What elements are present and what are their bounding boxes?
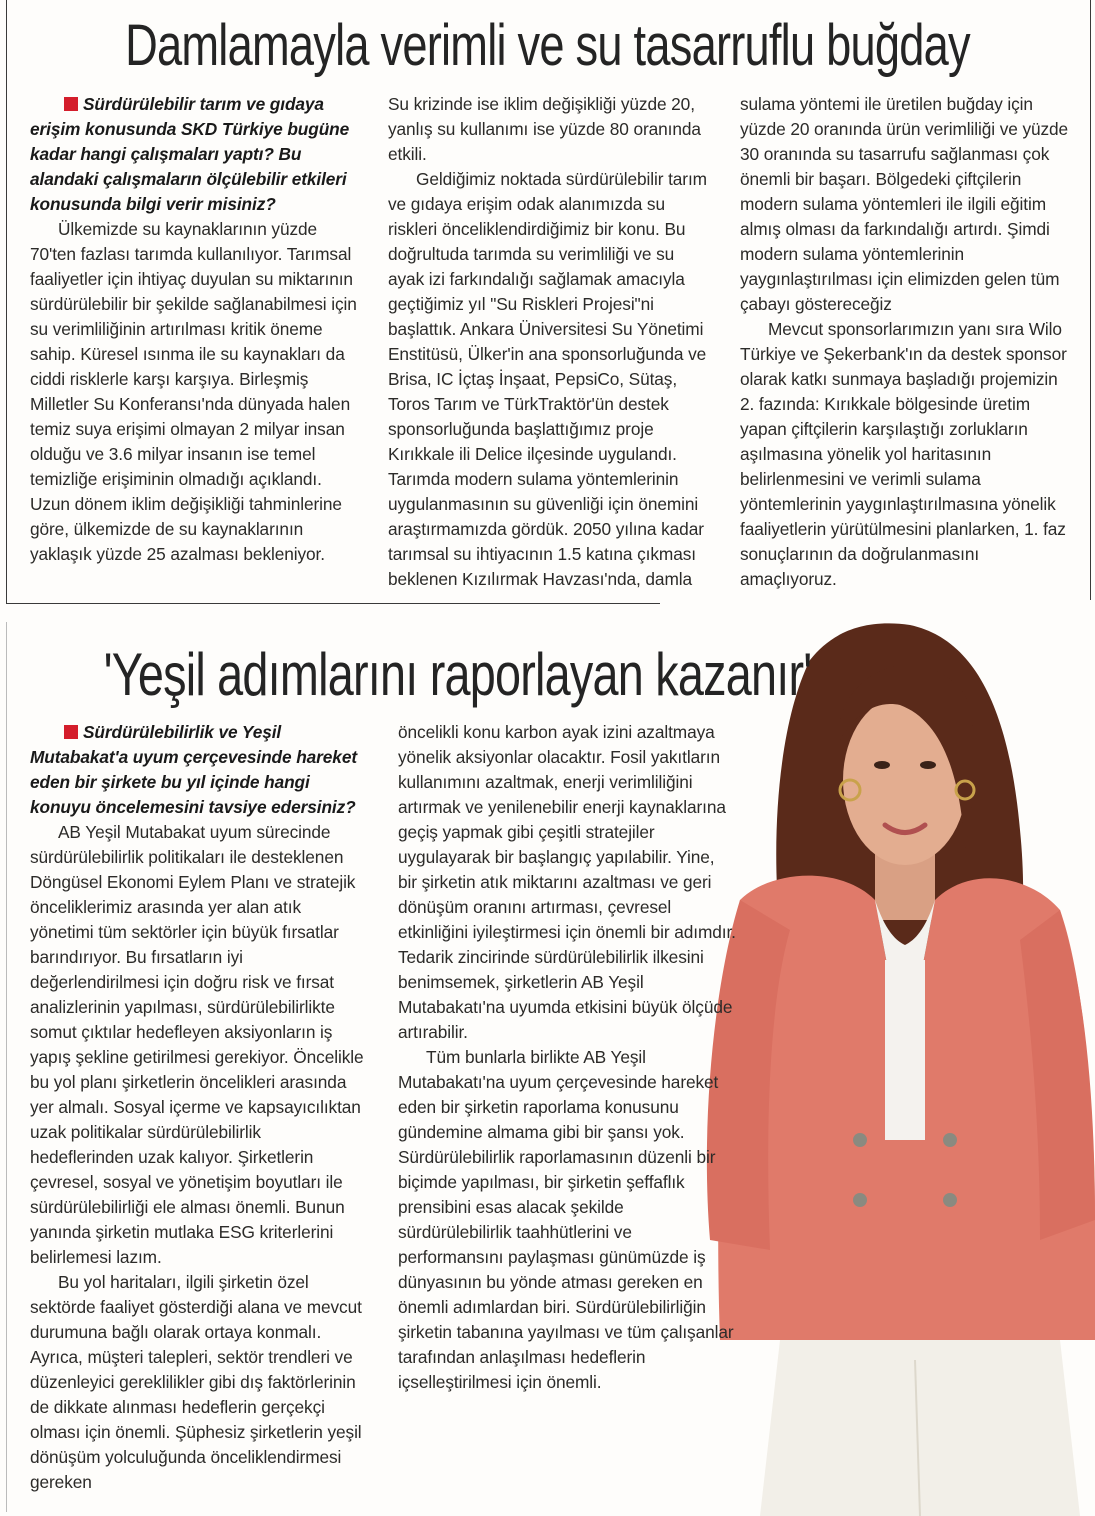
paragraph: Tüm bunlarla birlikte AB Yeşil Mutabakatı'na uyum çerçevesinde hareket eden bir şirketin raporlama konusunu gündemine almama gibi bir şansı yok. Sürdürülebilirlik raporlamasının düzenli bir biçimde yapılması, bir şirketin şeffaflık prensibini esas alacak şekilde sürdürülebilirlik taahhütlerini ve performansını paylaşması günümüzde iş dünyasının bu yönde atması gereken en önemli adımlardan biri. Sürdürülebilirliğin şirketin tabanına yayılması ve tüm çalışanlar tarafından anlaşılması hedeflerin içselleştirilmesi için önemli. bbox=[398, 1047, 734, 1392]
article2-column-2 bbox=[398, 720, 738, 1395]
paragraph: Ülkemizde su kaynaklarının yüzde 70'ten fazlası tarımda kullanılıyor. Tarımsal faaliyetler için ihtiyaç duyulan su miktarının sürdürülebilir bir şekilde sağlanabilmesi için su verimliliğinin artırılması kritik öneme sahip. Küresel ısınma ile su kaynakları da ciddi risklerle karşı karşıya. Birleşmiş Milletler Su Konferansı'nda dünyada halen temiz suya erişimi olmayan 2 milyar insan olduğu ve 3.6 milyar insanın ise temel temizliğe erişiminin olmadığı açıklandı. Uzun dönem iklim değişikliği tahminlerine göre, ülkemizde de su kaynaklarının yaklaşık yüzde 25 azalması bekleniyor. bbox=[30, 219, 357, 564]
question-text: Sürdürülebilirlik ve Yeşil Mutabakat'a uyum çerçevesinde hareket eden bir şirkete bu yıl içinde hangi konuyu öncelemesini tavsiye edersiniz? bbox=[30, 722, 357, 817]
paragraph: sulama yöntemi ile üretilen buğday için yüzde 20 oranında ürün verimliliği ve yüzde 30 oranında su tasarrufu sağlanması çok önemli bir başarı. Bölgedeki çiftçilerin modern sulama yöntemleri ile ilgili eğitim almış olması da farkındalığı artırdı. Şimdi modern sulama yöntemlerinin yaygınlaştırılması için elimizden gelen tüm çabayı göstereceğiz bbox=[740, 94, 1069, 314]
article2-column-1 bbox=[30, 720, 365, 1495]
paragraph: Bu yol haritaları, ilgili şirketin özel sektörde faaliyet gösterdiği alana ve mevcut durumuna bağlı olarak ortaya konmalı. Ayrıca, müşteri talepleri, sektör trendleri ve düzenleyici gereklilikler gibi dış faktörlerinin de dikkate alınması hedeflerin gerçekçi olması için önemli. Şüphesiz şirketlerin yeşil dönüşüm yolculuğunda önceliklendirmesi gereken bbox=[30, 1272, 362, 1492]
paragraph: Geldiğimiz noktada sürdürülebilir tarım ve gıdaya erişim odak alanımızda su riskleri önceliklendirdiğimiz bir konu. Bu doğrultuda tarımda su verimliliği ve su ayak izi farkındalığı sağlamak amacıyla geçtiğimiz yıl "Su Riskleri Projesi"ni başlattık. Ankara Üniversitesi Su Yönetimi Enstitüsü, Ülker'in ana sponsorluğunda ve Brisa, IC İçtaş İnşaat, PepsiCo, Sütaş, Toros Tarım ve TürkTraktör'ün destek sponsorluğunda başlattığımız proje Kırıkkale ili Delice ilçesinde uygulandı. Tarımda modern sulama yöntemlerinin uygulanmasının su güvenliği için önemini araştırmamızda gördük. 2050 yılına kadar tarımsal su ihtiyacının 1.5 katına çıkması beklenen Kızılırmak Havzası'nda, damla bbox=[388, 169, 707, 589]
interview-question-2 bbox=[30, 720, 365, 820]
article1-column-1 bbox=[30, 92, 360, 567]
paragraph: Mevcut sponsorlarımızın yanı sıra Wilo Türkiye ve Şekerbank'ın da destek sponsor olarak katkı sunmaya başladığı projemizin 2. fazında: Kırıkkale bölgesinde üretim yapan çiftçilerin karşılaştığı zorlukların aşılmasına yönelik yol haritasının belirlenmesini ve verimli sulama yöntemlerinin yaygınlaştırılmasına yönelik faaliyetlerin yürütülmesini planlarken, 1. faz sonuçlarının da doğrulanmasını amaçlıyoruz. bbox=[740, 319, 1067, 589]
interview-question-1 bbox=[30, 92, 360, 217]
article1-column-2 bbox=[388, 92, 708, 592]
headline-1: Damlamayla verimli ve su tasarruflu buğday bbox=[125, 13, 970, 78]
article1-column-3 bbox=[740, 92, 1070, 592]
headline-2: 'Yeşil adımlarını raporlayan kazanır' bbox=[103, 641, 812, 708]
question-text: Sürdürülebilir tarım ve gıdaya erişim konusunda SKD Türkiye bugüne kadar hangi çalışmaları yaptı? Bu alandaki çalışmaların ölçülebilir etkileri konusunda bilgi verir misiniz? bbox=[30, 94, 350, 214]
red-square-icon bbox=[64, 725, 78, 739]
paragraph: AB Yeşil Mutabakat uyum sürecinde sürdürülebilirlik politikaları ile desteklenen Döngüsel Ekonomi Eylem Planı ve stratejik önceliklerimiz arasında yer alan atık yönetimi tüm sektörler için büyük fırsatlar barındırıyor. Bu fırsatların iyi değerlendirilmesi için doğru risk ve fırsat analizlerinin yapılması, sürdürülebilirlikte somut çıktılar hedefleyen aksiyonların iş yapış şekline getirilmesi gerekiyor. Öncelikle bu yol planı şirketlerin öncelikleri arasında yer almalı. Sosyal içerme ve kapsayıcılıktan uzak politikalar sürdürülebilirlik hedeflerinden uzak kalıyor. Şirketlerin çevresel, sosyal ve yönetişim boyutları ile sürdürülebilirliği ele alması önemli. Bunun yanında şirketin mutlaka ESG kriterlerini belirlemesi lazım. bbox=[30, 822, 364, 1267]
red-square-icon bbox=[64, 97, 78, 111]
paragraph: öncelikli konu karbon ayak izini azaltmaya yönelik aksiyonlar olacaktır. Fosil yakıtların kullanımını azaltmak, enerji verimliliğini artırmak ve yenilenebilir enerji kaynaklarına geçiş yapmak gibi çeşitli stratejiler uygulayarak bir başlangıç yapılabilir. Yine, bir şirketin atık miktarını azaltması ve geri dönüşüm oranını artırması, çevresel etkinliğini iyileştirmesi için önemli bir adımdır. Tedarik zincirinde sürdürülebilirlik ilkesini benimsemek, şirketlerin AB Yeşil Mutabakatı'na uyumda etkisini büyük ölçüde artırabilir. bbox=[398, 722, 736, 1042]
paragraph: Su krizinde ise iklim değişikliği yüzde 20, yanlış su kullanımı ise yüzde 80 oranında etkili. bbox=[388, 94, 701, 164]
